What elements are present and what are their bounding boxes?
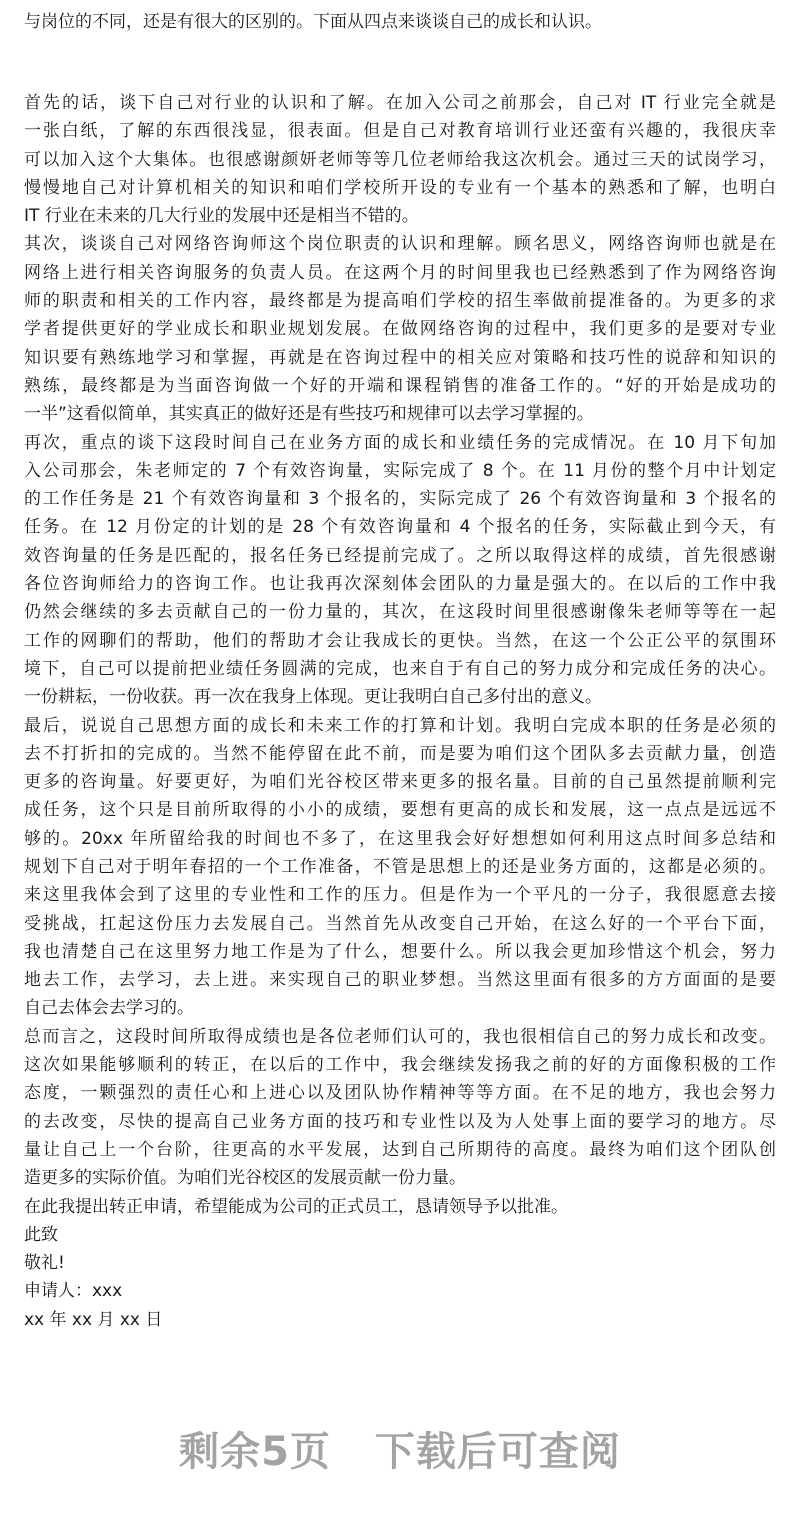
text-line: 各位咨询师给力的咨询工作。也让我再次深刻体会团队的力量是强大的。在以后的工作中我 [24, 574, 776, 595]
text-line: xx 年 xx 月 xx 日 [24, 1309, 163, 1330]
text-line: 再次，重点的谈下这段时间自己在业务方面的成长和业绩任务的完成情况。在 10 月下旬加 [24, 432, 776, 453]
text-line: 来这里我体会到了这里的专业性和工作的压力。但是作为一个平凡的一分子，我很愿意去接 [24, 885, 776, 906]
text-line: 更多的咨询量。好要更好，为咱们光谷校区带来更多的报名量。目前的自己虽然提前顺利完 [24, 772, 776, 793]
text-line: 最后，说说自己思想方面的成长和未来工作的打算和计划。我明白完成本职的任务是必须的 [24, 715, 776, 736]
document-body [24, 8, 776, 1334]
text-line: 敬礼! [24, 1253, 65, 1274]
text-line: IT 行业在未来的几大行业的发展中还是相当不错的。 [24, 206, 419, 227]
text-line: 态度，一颗强烈的责任心和上进心以及团队协作精神等等方面。在不足的地方，我也会努力 [24, 1083, 776, 1104]
text-line: 一份耕耘，一份收获。再一次在我身上体现。更让我明白自己多付出的意义。 [24, 687, 602, 708]
text-line: 够的。20xx 年所留给我的时间也不多了，在这里我会好好想想如何利用这点时间多总结和 [24, 828, 776, 849]
text-line: 入公司那会，朱老师定的 7 个有效咨询量，实际完成了 8 个。在 11 月份的整个月中计划定 [24, 460, 776, 481]
text-line: 自己去体会去学习的。 [24, 998, 194, 1019]
text-line: 首先的话，谈下自己对行业的认识和了解。在加入公司之前那会，自己对 IT 行业完全就是 [24, 92, 776, 113]
text-line: 一张白纸，了解的东西很浅显，很表面。但是自己对教育培训行业还蛮有兴趣的，我很庆幸 [24, 121, 776, 142]
text-line: 境下，自己可以提前把业绩任务圆满的完成，也来自于有自己的努力成分和完成任务的决心。 [24, 658, 776, 679]
text-line: 我也清楚自己在这里努力地工作是为了什么，想要什么。所以我会更加珍惜这个机会，努力 [24, 941, 776, 962]
text-line: 规划下自己对于明年春招的一个工作准备，不管是思想上的还是业务方面的，这都是必须的。 [24, 857, 776, 877]
text-line: 工作的网聊们的帮助，他们的帮助才会让我成长的更快。当然，在这一个公正公平的氛围环 [24, 630, 776, 651]
download-prompt[interactable] [0, 1420, 800, 1477]
text-line: 地去工作，去学习，去上进。来实现自己的职业梦想。当然这里面有很多的方方面面的是要 [24, 970, 776, 991]
text-line: 任务。在 12 月份定的计划的是 28 个有效咨询量和 4 个报名的任务，实际截止到今天，有 [24, 517, 776, 538]
text-line: 总而言之，这段时间所取得成绩也是各位老师们认可的，我也很相信自己的努力成长和改变。 [24, 1026, 776, 1047]
text-line: 量让自己上一个台阶，往更高的水平发展，达到自己所期待的高度。最终为咱们这个团队创 [24, 1139, 776, 1160]
text-line: 的工作任务是 21 个有效咨询量和 3 个报名的，实际完成了 26 个有效咨询量和 3 个报名的 [24, 489, 776, 510]
text-line: 受挑战，扛起这份压力去发展自己。当然首先从改变自己开始，在这么好的一个平台下面， [24, 913, 776, 934]
text-line: 师的职责和相关的工作内容，最终都是为提高咱们学校的招生率做前提准备的。为更多的求 [24, 291, 776, 312]
text-line: 这次如果能够顺利的转正，在以后的工作中，我会继续发扬我之前的好的方面像积极的工作 [24, 1055, 776, 1076]
text-line: 造更多的实际价值。为咱们光谷校区的发展贡献一份力量。 [24, 1168, 466, 1189]
text-line: 学者提供更好的学业成长和职业规划发展。在做网络咨询的过程中，我们更多的是要对专业 [24, 319, 776, 340]
text-line: 效咨询量的任务是匹配的，报名任务已经提前完成了。之所以取得这样的成绩，首先很感谢 [24, 545, 776, 566]
text-line: 慢慢地自己对计算机相关的知识和咱们学校所开设的专业有一个基本的熟悉和了解，也明白 [24, 177, 776, 198]
text-line: 去不打折扣的完成的。当然不能停留在此不前，而是要为咱们这个团队多去贡献力量，创造 [24, 743, 776, 764]
text-line: 此致 [24, 1224, 58, 1245]
remaining-pages-label[interactable]: 剩余5页 [179, 1429, 331, 1475]
text-line: 一半”这看似简单，其实真正的做好还是有些技巧和规律可以去学习掌握的。 [24, 404, 594, 425]
text-line: 的去改变，尽快的提高自己业务方面的技巧和专业性以及为人处事上面的要学习的地方。尽 [24, 1111, 776, 1132]
download-hint-label[interactable]: 下载后可查阅 [374, 1429, 621, 1475]
text-line: 仍然会继续的多去贡献自己的一份力量的，其次，在这段时间里很感谢像朱老师等等在一起 [24, 602, 776, 623]
text-line: 与岗位的不同，还是有很大的区别的。下面从四点来谈谈自己的成长和认识。 [24, 12, 602, 32]
text-line: 其次，谈谈自己对网络咨询师这个岗位职责的认识和理解。顾名思义，网络咨询师也就是在 [24, 234, 776, 255]
text-line: 申请人：xxx [24, 1281, 123, 1302]
text-line: 网络上进行相关咨询服务的负责人员。在这两个月的时间里我也已经熟悉到了作为网络咨询 [24, 262, 776, 283]
text-line: 在此我提出转正申请，希望能成为公司的正式员工，恳请领导予以批准。 [24, 1196, 568, 1217]
text-line: 知识要有熟练地学习和掌握，再就是在咨询过程中的相关应对策略和技巧性的说辞和知识的 [24, 347, 776, 368]
text-line: 可以加入这个大集体。也很感谢颜妍老师等等几位老师给我这次机会。通过三天的试岗学习， [24, 149, 776, 170]
text-line: 成任务，这个只是目前所取得的小小的成绩，要想有更高的成长和发展，这一点点是远远不 [24, 800, 776, 821]
text-line: 熟练，最终都是为当面咨询做一个好的开端和课程销售的准备工作的。“好的开始是成功的 [24, 375, 776, 396]
